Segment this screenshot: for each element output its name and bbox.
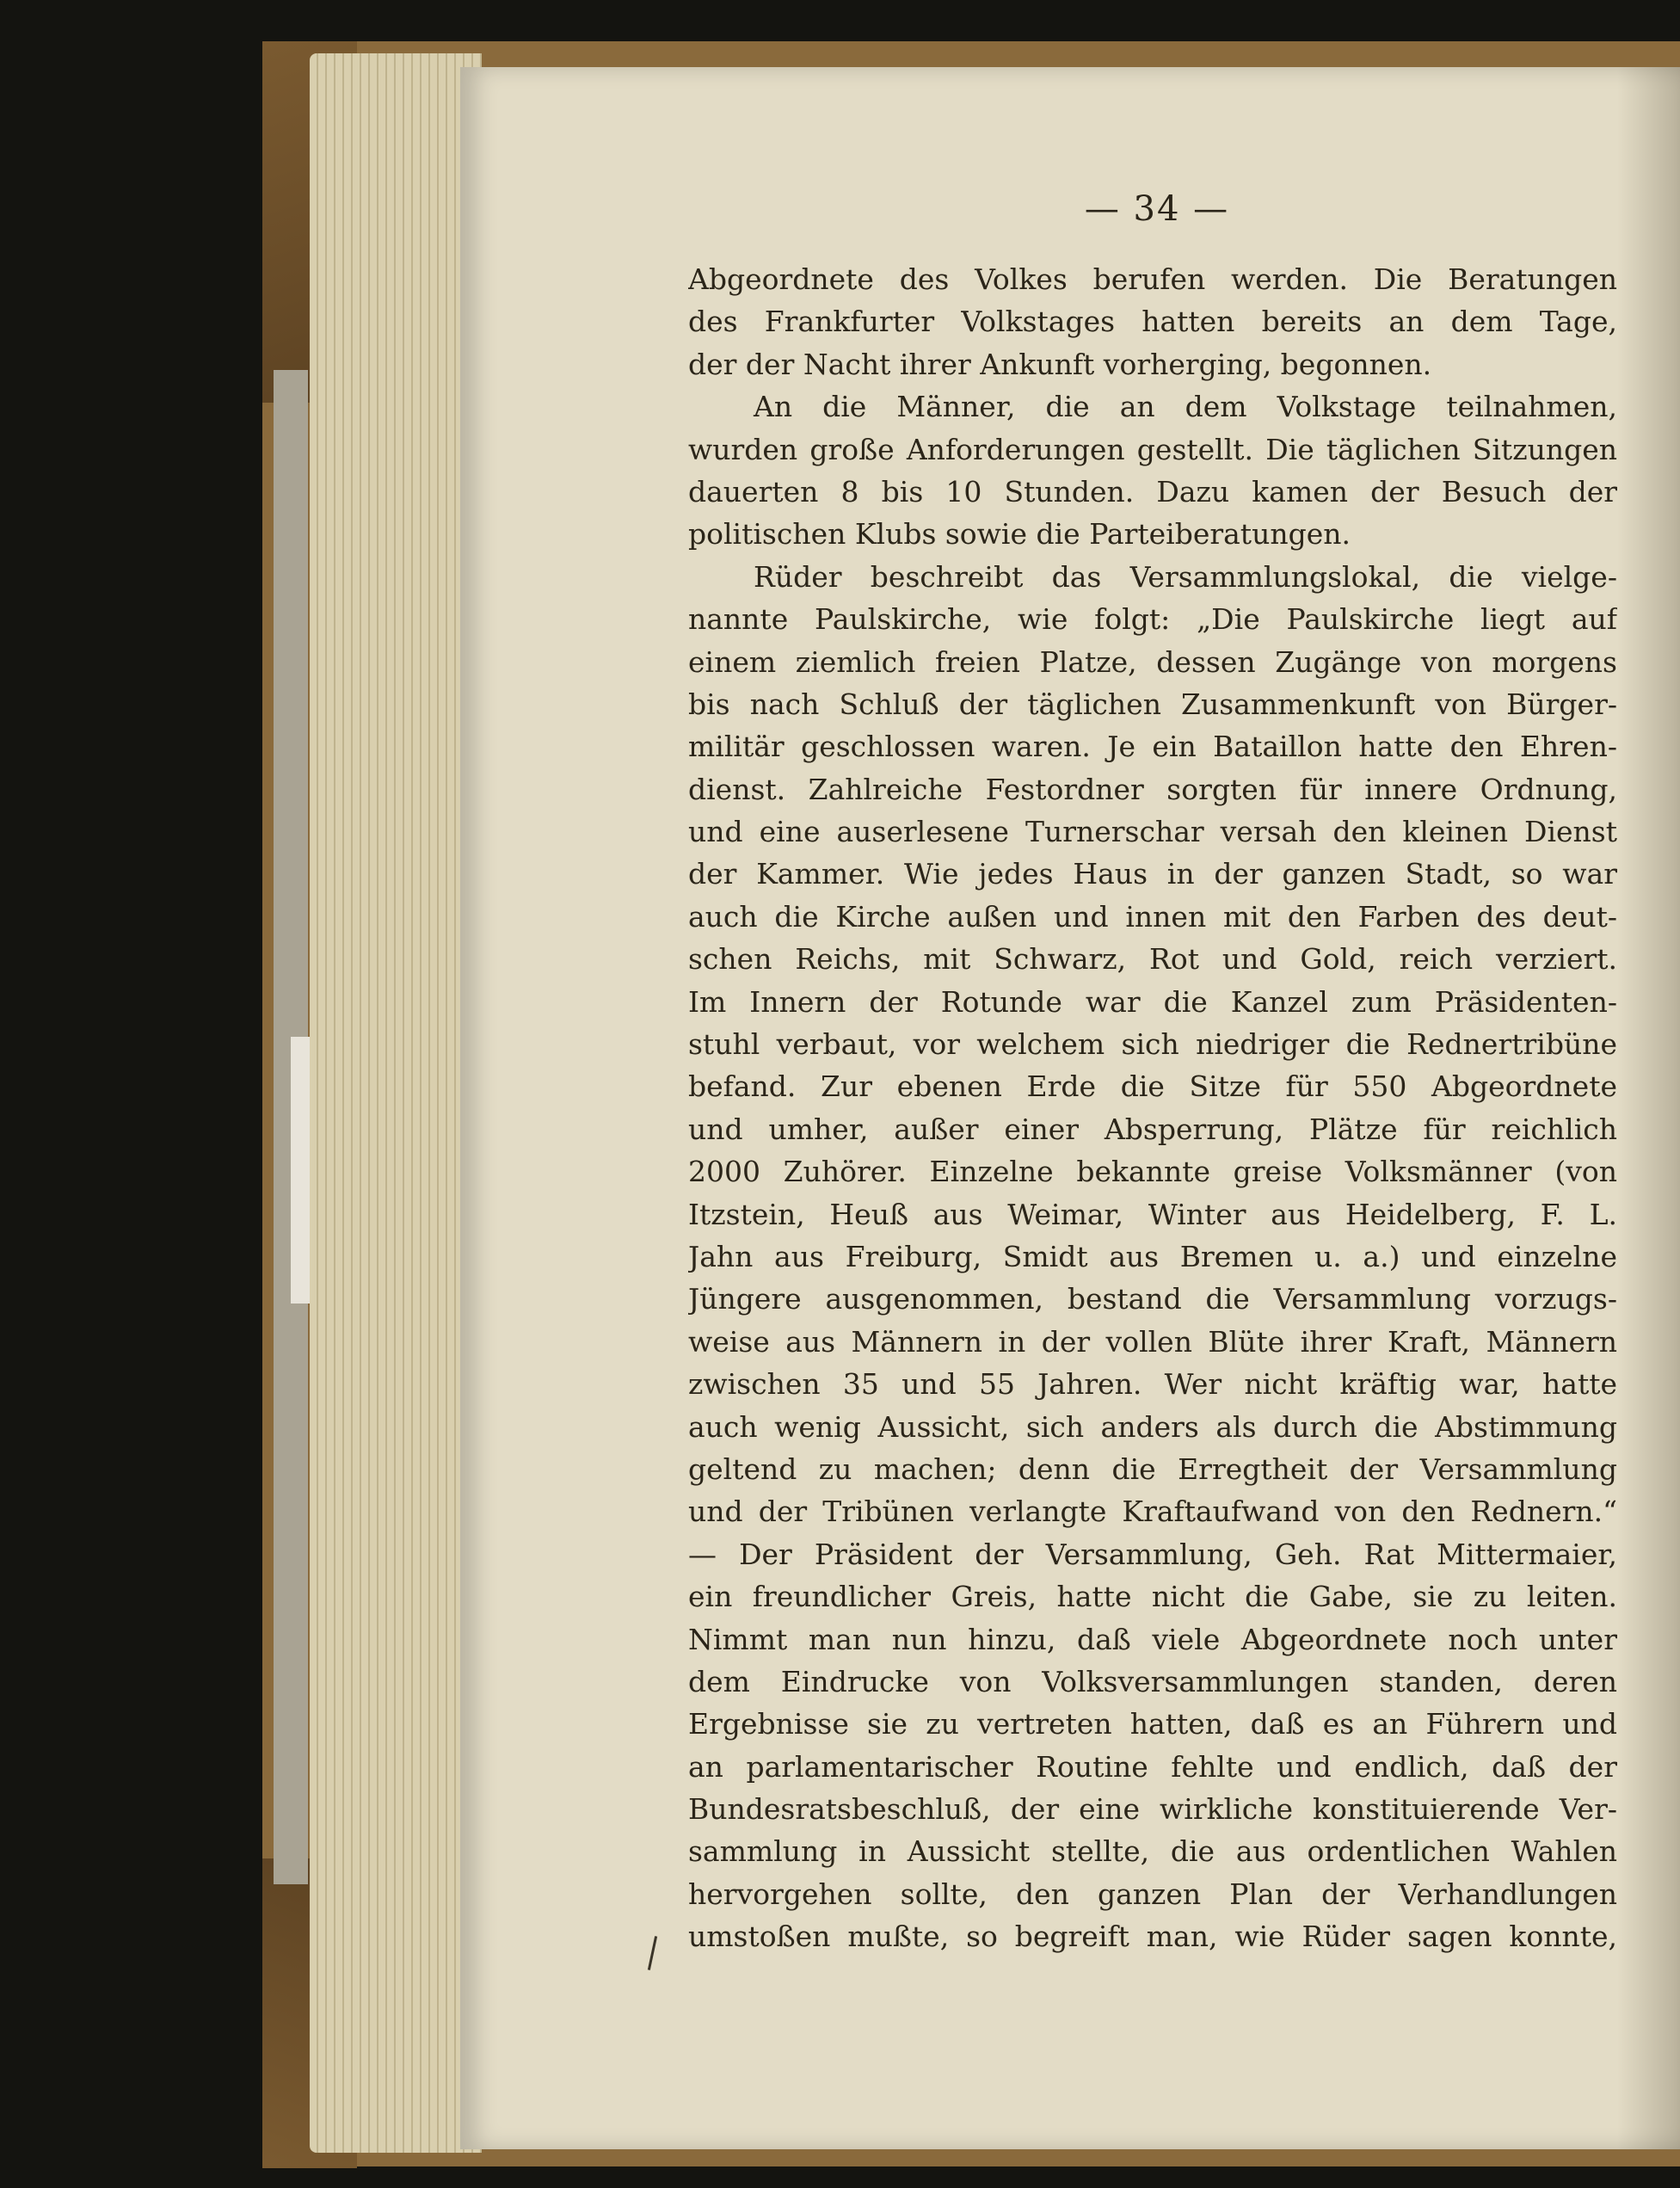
text-line: dem Eindrucke von Volksversammlungen standen, deren [688, 1664, 1617, 1698]
page-edges [310, 53, 482, 2153]
text-line: dienst. Zahlreiche Festordner sorgten für innere Ordnung, [688, 772, 1617, 806]
text-line: militär geschlossen waren. Je ein Bataillon hatte den Ehren- [688, 730, 1617, 764]
text-line: auch die Kirche außen und innen mit den Farben des deut- [688, 899, 1617, 934]
text-line: dauerten 8 bis 10 Stunden. Dazu kamen der Besuch der [688, 474, 1617, 508]
text-line: Rüder beschreibt das Versammlungslokal, die vielge- [754, 559, 1617, 594]
text-line: Abgeordnete des Volkes berufen werden. Die Beratungen [688, 262, 1617, 296]
body-text [688, 258, 1617, 1958]
text-line: und umher, außer einer Absperrung, Plätze für reichlich [688, 1112, 1617, 1146]
text-line: nannte Paulskirche, wie folgt: „Die Paulskirche liegt auf [688, 602, 1617, 637]
text-line: hervorgehen sollte, den ganzen Plan der Verhandlungen [688, 1877, 1617, 1911]
text-line: weise aus Männern in der vollen Blüte ihrer Kraft, Männern [688, 1324, 1617, 1359]
paper-slip [291, 1037, 310, 1304]
text-line: Bundesratsbeschluß, der eine wirkliche konstituierende Ver- [688, 1792, 1617, 1827]
page-gutter-shadow [1617, 67, 1680, 2149]
text-line: und eine auserlesene Turnerschar versah den kleinen Dienst [688, 815, 1617, 849]
text-line: Nimmt man nun hinzu, daß viele Abgeordnete noch unter [688, 1622, 1617, 1656]
text-line: — Der Präsident der Versammlung, Geh. Rat Mittermaier, [688, 1537, 1617, 1571]
text-line: Jahn aus Freiburg, Smidt aus Bremen u. a.) und einzelne [688, 1239, 1617, 1273]
text-line: und der Tribünen verlangte Kraftaufwand von den Rednern.“ [688, 1495, 1617, 1529]
text-line: zwischen 35 und 55 Jahren. Wer nicht kräftig war, hatte [688, 1367, 1617, 1402]
text-line: Jüngere ausgenommen, bestand die Versammlung vorzugs- [688, 1282, 1617, 1316]
text-line: politischen Klubs sowie die Parteiberatungen. [688, 517, 1351, 552]
text-line: der Kammer. Wie jedes Haus in der ganzen Stadt, so war [688, 857, 1617, 891]
text-line: stuhl verbaut, vor welchem sich niedriger die Rednertribüne [688, 1027, 1617, 1062]
text-line: Im Innern der Rotunde war die Kanzel zum Präsidenten- [688, 984, 1617, 1019]
text-line: auch wenig Aussicht, sich anders als durch die Abstimmung [688, 1409, 1617, 1444]
page-number: — 34 — [1084, 189, 1230, 229]
text-line: wurden große Anforderungen gestellt. Die täglichen Sitzungen [688, 432, 1617, 466]
text-line: an parlamentarischer Routine fehlte und endlich, daß der [688, 1749, 1617, 1784]
text-line: Ergebnisse sie zu vertreten hatten, daß es an Führern und [688, 1707, 1617, 1741]
text-line: An die Männer, die an dem Volkstage teilnahmen, [754, 390, 1617, 424]
text-line: sammlung in Aussicht stellte, die aus ordentlichen Wahlen [688, 1834, 1617, 1869]
text-line: bis nach Schluß der täglichen Zusammenkunft von Bürger- [688, 687, 1617, 721]
text-line: 2000 Zuhörer. Einzelne bekannte greise Volksmänner (von [688, 1155, 1617, 1189]
text-line: der der Nacht ihrer Ankunft vorherging, begonnen. [688, 347, 1432, 381]
text-line: schen Reichs, mit Schwarz, Rot und Gold, reich verziert. [688, 942, 1617, 977]
text-line: einem ziemlich freien Platze, dessen Zugänge von morgens [688, 644, 1617, 679]
text-line: geltend zu machen; denn die Erregtheit der Versammlung [688, 1451, 1617, 1486]
text-line: Itzstein, Heuß aus Weimar, Winter aus Heidelberg, F. L. [688, 1197, 1617, 1231]
text-line: ein freundlicher Greis, hatte nicht die Gabe, sie zu leiten. [688, 1580, 1617, 1614]
text-line: des Frankfurter Volkstages hatten bereits an dem Tage, [688, 305, 1617, 339]
text-line: umstoßen mußte, so begreift man, wie Rüder sagen konnte, [688, 1920, 1617, 1954]
text-line: befand. Zur ebenen Erde die Sitze für 550 Abgeordnete [688, 1069, 1617, 1104]
